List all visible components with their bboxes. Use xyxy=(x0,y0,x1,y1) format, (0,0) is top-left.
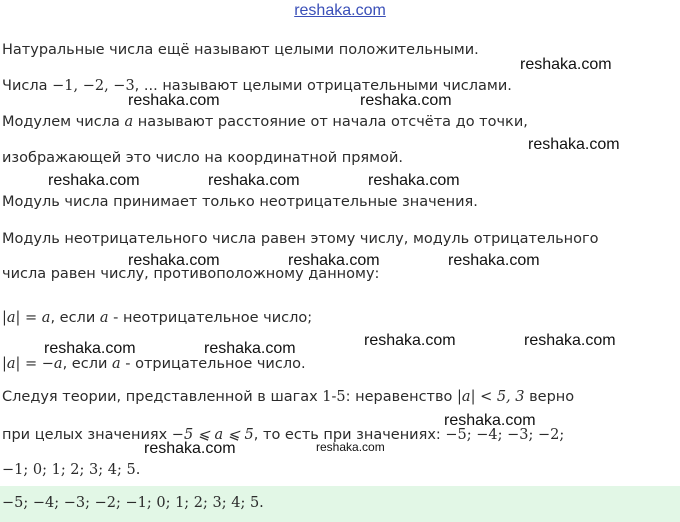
watermark: reshaka.com xyxy=(204,340,296,357)
watermark: reshaka.com xyxy=(360,92,452,109)
watermark: reshaka.com xyxy=(208,172,300,189)
text-line-10: Следуя теории, представленной в шагах 1-5: неравенство |a| < 5, 3 верно xyxy=(2,389,575,405)
watermark: reshaka.com xyxy=(128,252,220,269)
text-line-3: Модулем числа a называют расстояние от начала отсчёта до точки, xyxy=(2,114,528,130)
watermark: reshaka.com xyxy=(364,332,456,349)
watermark: reshaka.com xyxy=(316,440,385,454)
answer-text: −5; −4; −3; −2; −1; 0; 1; 2; 3; 4; 5. xyxy=(2,495,264,511)
text-line-6: Модуль неотрицательного числа равен этому числу, модуль отрицательного xyxy=(2,231,599,247)
watermark: reshaka.com xyxy=(44,340,136,357)
text-line-1: Натуральные числа ещё называют целыми положительными. xyxy=(2,42,479,58)
answer-box xyxy=(0,486,680,522)
watermark: reshaka.com xyxy=(444,412,536,429)
watermark: reshaka.com xyxy=(524,332,616,349)
text-line-5: Модуль числа принимает только неотрицательные значения. xyxy=(2,194,478,210)
text-line-2: Числа −1, −2, −3, ... называют целыми отрицательными числами. xyxy=(2,78,512,94)
formula-line-nonnegative: |a| = a, если a - неотрицательное число; xyxy=(2,310,313,326)
watermark: reshaka.com xyxy=(128,92,220,109)
formula-line-negative: |a| = −a, если a - отрицательное число. xyxy=(2,356,306,372)
watermark: reshaka.com xyxy=(448,252,540,269)
watermark: reshaka.com xyxy=(520,56,612,73)
watermark: reshaka.com xyxy=(528,136,620,153)
watermark: reshaka.com xyxy=(144,440,236,457)
site-header-link[interactable]: reshaka.com xyxy=(294,2,386,19)
text-line-12: −1; 0; 1; 2; 3; 4; 5. xyxy=(2,462,141,478)
text-line-11: при целых значениях −5 ⩽ a ⩽ 5, то есть при значениях: −5; −4; −3; −2; xyxy=(2,427,565,443)
watermark: reshaka.com xyxy=(48,172,140,189)
text-line-4: изображающей это число на координатной прямой. xyxy=(2,150,403,166)
text-line-7: числа равен числу, противоположному данному: xyxy=(2,266,380,282)
watermark: reshaka.com xyxy=(288,252,380,269)
watermark: reshaka.com xyxy=(368,172,460,189)
